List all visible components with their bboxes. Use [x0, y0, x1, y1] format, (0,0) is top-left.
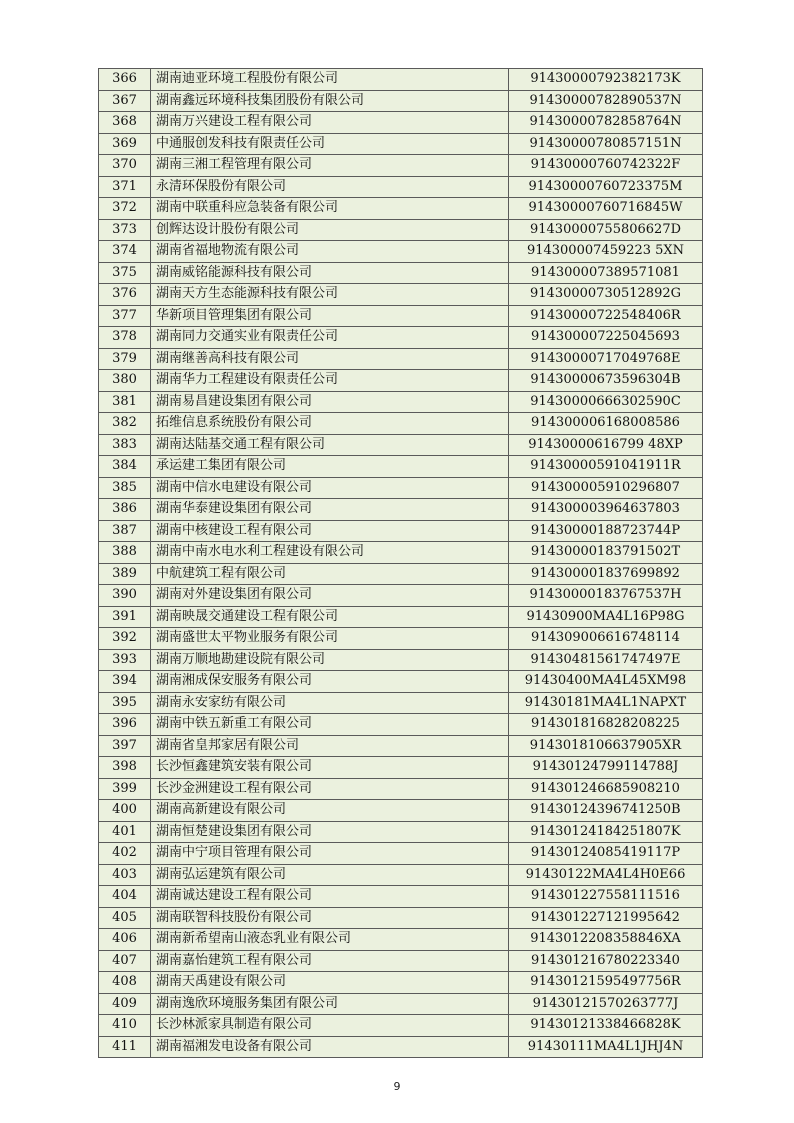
row-number: 375: [99, 262, 151, 284]
table-row: [99, 219, 703, 241]
company-name: 湖南盛世太平物业服务有限公司: [151, 628, 509, 650]
table-row: [99, 972, 703, 994]
row-number: 378: [99, 327, 151, 349]
company-name: 湖南高新建设有限公司: [151, 800, 509, 822]
row-number: 409: [99, 993, 151, 1015]
row-number: 390: [99, 585, 151, 607]
credit-code: 914301246685908210: [509, 778, 703, 800]
credit-code: 91430000722548406R: [509, 305, 703, 327]
row-number: 411: [99, 1036, 151, 1058]
table-row: [99, 950, 703, 972]
company-name: 中航建筑工程有限公司: [151, 563, 509, 585]
table-row: [99, 434, 703, 456]
table-row: [99, 929, 703, 951]
table-row: [99, 563, 703, 585]
table-row: [99, 692, 703, 714]
table-row: [99, 499, 703, 521]
table-row: [99, 90, 703, 112]
table-row: [99, 714, 703, 736]
credit-code: 9143018106637905XR: [509, 735, 703, 757]
company-name: 湖南迪亚环境工程股份有限公司: [151, 69, 509, 91]
credit-code: 91430000780857151N: [509, 133, 703, 155]
table-row: [99, 864, 703, 886]
table-row: [99, 757, 703, 779]
credit-code: 91430000717049768E: [509, 348, 703, 370]
company-name: 湖南弘运建筑有限公司: [151, 864, 509, 886]
credit-code: 91430000760716845W: [509, 198, 703, 220]
credit-code: 914300001837699892: [509, 563, 703, 585]
row-number: 396: [99, 714, 151, 736]
table-row: [99, 520, 703, 542]
credit-code: 914300005910296807: [509, 477, 703, 499]
company-name: 中通服创发科技有限责任公司: [151, 133, 509, 155]
row-number: 371: [99, 176, 151, 198]
credit-code: 91430000760742322F: [509, 155, 703, 177]
row-number: 401: [99, 821, 151, 843]
company-table: [98, 68, 703, 1058]
company-name: 湖南华力工程建设有限责任公司: [151, 370, 509, 392]
table-row: [99, 628, 703, 650]
table-row: [99, 262, 703, 284]
credit-code: 9143012208358846XA: [509, 929, 703, 951]
credit-code: 91430000730512892G: [509, 284, 703, 306]
table-row: [99, 1015, 703, 1037]
row-number: 404: [99, 886, 151, 908]
row-number: 397: [99, 735, 151, 757]
company-name: 湖南逸欣环境服务集团有限公司: [151, 993, 509, 1015]
company-table-body: [99, 69, 703, 1058]
credit-code: 91430400MA4L45XM98: [509, 671, 703, 693]
credit-code: 91430000792382173K: [509, 69, 703, 91]
company-name: 湖南中信水电建设有限公司: [151, 477, 509, 499]
table-row: [99, 542, 703, 564]
table-row: [99, 241, 703, 263]
table-row: [99, 778, 703, 800]
row-number: 407: [99, 950, 151, 972]
row-number: 389: [99, 563, 151, 585]
row-number: 376: [99, 284, 151, 306]
credit-code: 91430000666302590C: [509, 391, 703, 413]
company-name: 长沙金洲建设工程有限公司: [151, 778, 509, 800]
credit-code: 91430000782890537N: [509, 90, 703, 112]
credit-code: 91430000616799 48XP: [509, 434, 703, 456]
company-name: 湖南嘉怡建筑工程有限公司: [151, 950, 509, 972]
row-number: 406: [99, 929, 151, 951]
credit-code: 91430121338466828K: [509, 1015, 703, 1037]
row-number: 383: [99, 434, 151, 456]
company-name: 湖南省福地物流有限公司: [151, 241, 509, 263]
table-row: [99, 1036, 703, 1058]
company-name: 湖南华泰建设集团有限公司: [151, 499, 509, 521]
table-row: [99, 391, 703, 413]
company-name: 湖南中铁五新重工有限公司: [151, 714, 509, 736]
row-number: 380: [99, 370, 151, 392]
row-number: 379: [99, 348, 151, 370]
company-name: 湖南万兴建设工程有限公司: [151, 112, 509, 134]
table-row: [99, 155, 703, 177]
table-row: [99, 671, 703, 693]
company-name: 湖南中南水电水利工程建设有限公司: [151, 542, 509, 564]
table-row: [99, 649, 703, 671]
row-number: 368: [99, 112, 151, 134]
table-row: [99, 456, 703, 478]
credit-code: 914301227558111516: [509, 886, 703, 908]
company-name: 湖南省皇邦家居有限公司: [151, 735, 509, 757]
row-number: 399: [99, 778, 151, 800]
row-number: 398: [99, 757, 151, 779]
row-number: 382: [99, 413, 151, 435]
credit-code: 914301227121995642: [509, 907, 703, 929]
company-name: 拓维信息系统股份有限公司: [151, 413, 509, 435]
table-row: [99, 198, 703, 220]
company-name: 湖南中宁项目管理有限公司: [151, 843, 509, 865]
credit-code: 91430124396741250B: [509, 800, 703, 822]
credit-code: 91430122MA4L4H0E66: [509, 864, 703, 886]
company-name: 湖南永安家纺有限公司: [151, 692, 509, 714]
company-name: 湖南福湘发电设备有限公司: [151, 1036, 509, 1058]
company-name: 华新项目管理集团有限公司: [151, 305, 509, 327]
row-number: 367: [99, 90, 151, 112]
table-row: [99, 843, 703, 865]
company-name: 湖南恒楚建设集团有限公司: [151, 821, 509, 843]
credit-code: 914300007225045693: [509, 327, 703, 349]
page-number: 9: [393, 1080, 401, 1093]
credit-code: 91430000760723375M: [509, 176, 703, 198]
credit-code: 91430124085419117P: [509, 843, 703, 865]
company-name: 创辉达设计股份有限公司: [151, 219, 509, 241]
company-name: 湖南万顺地勘建设院有限公司: [151, 649, 509, 671]
company-name: 湖南中核建设工程有限公司: [151, 520, 509, 542]
row-number: 391: [99, 606, 151, 628]
credit-code: 91430000782858764N: [509, 112, 703, 134]
credit-code: 91430000591041911R: [509, 456, 703, 478]
table-row: [99, 800, 703, 822]
credit-code: 914300007389571081: [509, 262, 703, 284]
row-number: 410: [99, 1015, 151, 1037]
table-row: [99, 821, 703, 843]
credit-code: 914309006616748114: [509, 628, 703, 650]
company-name: 湖南易昌建设集团有限公司: [151, 391, 509, 413]
company-name: 湖南三湘工程管理有限公司: [151, 155, 509, 177]
company-name: 湖南天方生态能源科技有限公司: [151, 284, 509, 306]
table-row: [99, 69, 703, 91]
row-number: 405: [99, 907, 151, 929]
table-row: [99, 284, 703, 306]
credit-code: 914300003964637803: [509, 499, 703, 521]
row-number: 373: [99, 219, 151, 241]
row-number: 381: [99, 391, 151, 413]
table-row: [99, 305, 703, 327]
table-row: [99, 348, 703, 370]
table-row: [99, 735, 703, 757]
credit-code: 91430481561747497E: [509, 649, 703, 671]
row-number: 384: [99, 456, 151, 478]
row-number: 402: [99, 843, 151, 865]
company-name: 承运建工集团有限公司: [151, 456, 509, 478]
company-name: 湖南新希望南山液态乳业有限公司: [151, 929, 509, 951]
row-number: 394: [99, 671, 151, 693]
row-number: 388: [99, 542, 151, 564]
credit-code: 914300006168008586: [509, 413, 703, 435]
company-name: 永清环保股份有限公司: [151, 176, 509, 198]
row-number: 395: [99, 692, 151, 714]
credit-code: 91430124799114788J: [509, 757, 703, 779]
table-row: [99, 112, 703, 134]
credit-code: 91430000673596304B: [509, 370, 703, 392]
credit-code: 91430111MA4L1JHJ4N: [509, 1036, 703, 1058]
company-name: 湖南诚达建设工程有限公司: [151, 886, 509, 908]
credit-code: 91430000188723744P: [509, 520, 703, 542]
company-name: 长沙恒鑫建筑安装有限公司: [151, 757, 509, 779]
credit-code: 914301216780223340: [509, 950, 703, 972]
table-row: [99, 477, 703, 499]
row-number: 400: [99, 800, 151, 822]
credit-code: 91430181MA4L1NAPXT: [509, 692, 703, 714]
company-name: 湖南鑫远环境科技集团股份有限公司: [151, 90, 509, 112]
credit-code: 91430000183791502T: [509, 542, 703, 564]
company-name: 湖南湘成保安服务有限公司: [151, 671, 509, 693]
credit-code: 914301816828208225: [509, 714, 703, 736]
company-name: 湖南威铭能源科技有限公司: [151, 262, 509, 284]
credit-code: 914300007459223 5XN: [509, 241, 703, 263]
row-number: 369: [99, 133, 151, 155]
row-number: 377: [99, 305, 151, 327]
table-row: [99, 370, 703, 392]
row-number: 403: [99, 864, 151, 886]
credit-code: 91430000755806627D: [509, 219, 703, 241]
row-number: 385: [99, 477, 151, 499]
credit-code: 91430900MA4L16P98G: [509, 606, 703, 628]
row-number: 392: [99, 628, 151, 650]
credit-code: 91430121595497756R: [509, 972, 703, 994]
company-name: 湖南对外建设集团有限公司: [151, 585, 509, 607]
row-number: 408: [99, 972, 151, 994]
row-number: 372: [99, 198, 151, 220]
row-number: 370: [99, 155, 151, 177]
company-name: 湖南联智科技股份有限公司: [151, 907, 509, 929]
company-name: 湖南映晟交通建设工程有限公司: [151, 606, 509, 628]
credit-code: 91430124184251807K: [509, 821, 703, 843]
company-name: 湖南天禹建设有限公司: [151, 972, 509, 994]
table-row: [99, 606, 703, 628]
company-name: 湖南继善高科技有限公司: [151, 348, 509, 370]
credit-code: 91430000183767537H: [509, 585, 703, 607]
company-name: 湖南同力交通实业有限责任公司: [151, 327, 509, 349]
table-row: [99, 886, 703, 908]
table-row: [99, 413, 703, 435]
company-name: 湖南达陆基交通工程有限公司: [151, 434, 509, 456]
table-row: [99, 907, 703, 929]
table-row: [99, 993, 703, 1015]
row-number: 366: [99, 69, 151, 91]
row-number: 393: [99, 649, 151, 671]
row-number: 386: [99, 499, 151, 521]
table-row: [99, 585, 703, 607]
company-name: 长沙林派家具制造有限公司: [151, 1015, 509, 1037]
row-number: 374: [99, 241, 151, 263]
table-row: [99, 176, 703, 198]
table-row: [99, 133, 703, 155]
table-row: [99, 327, 703, 349]
row-number: 387: [99, 520, 151, 542]
credit-code: 91430121570263777J: [509, 993, 703, 1015]
company-name: 湖南中联重科应急装备有限公司: [151, 198, 509, 220]
